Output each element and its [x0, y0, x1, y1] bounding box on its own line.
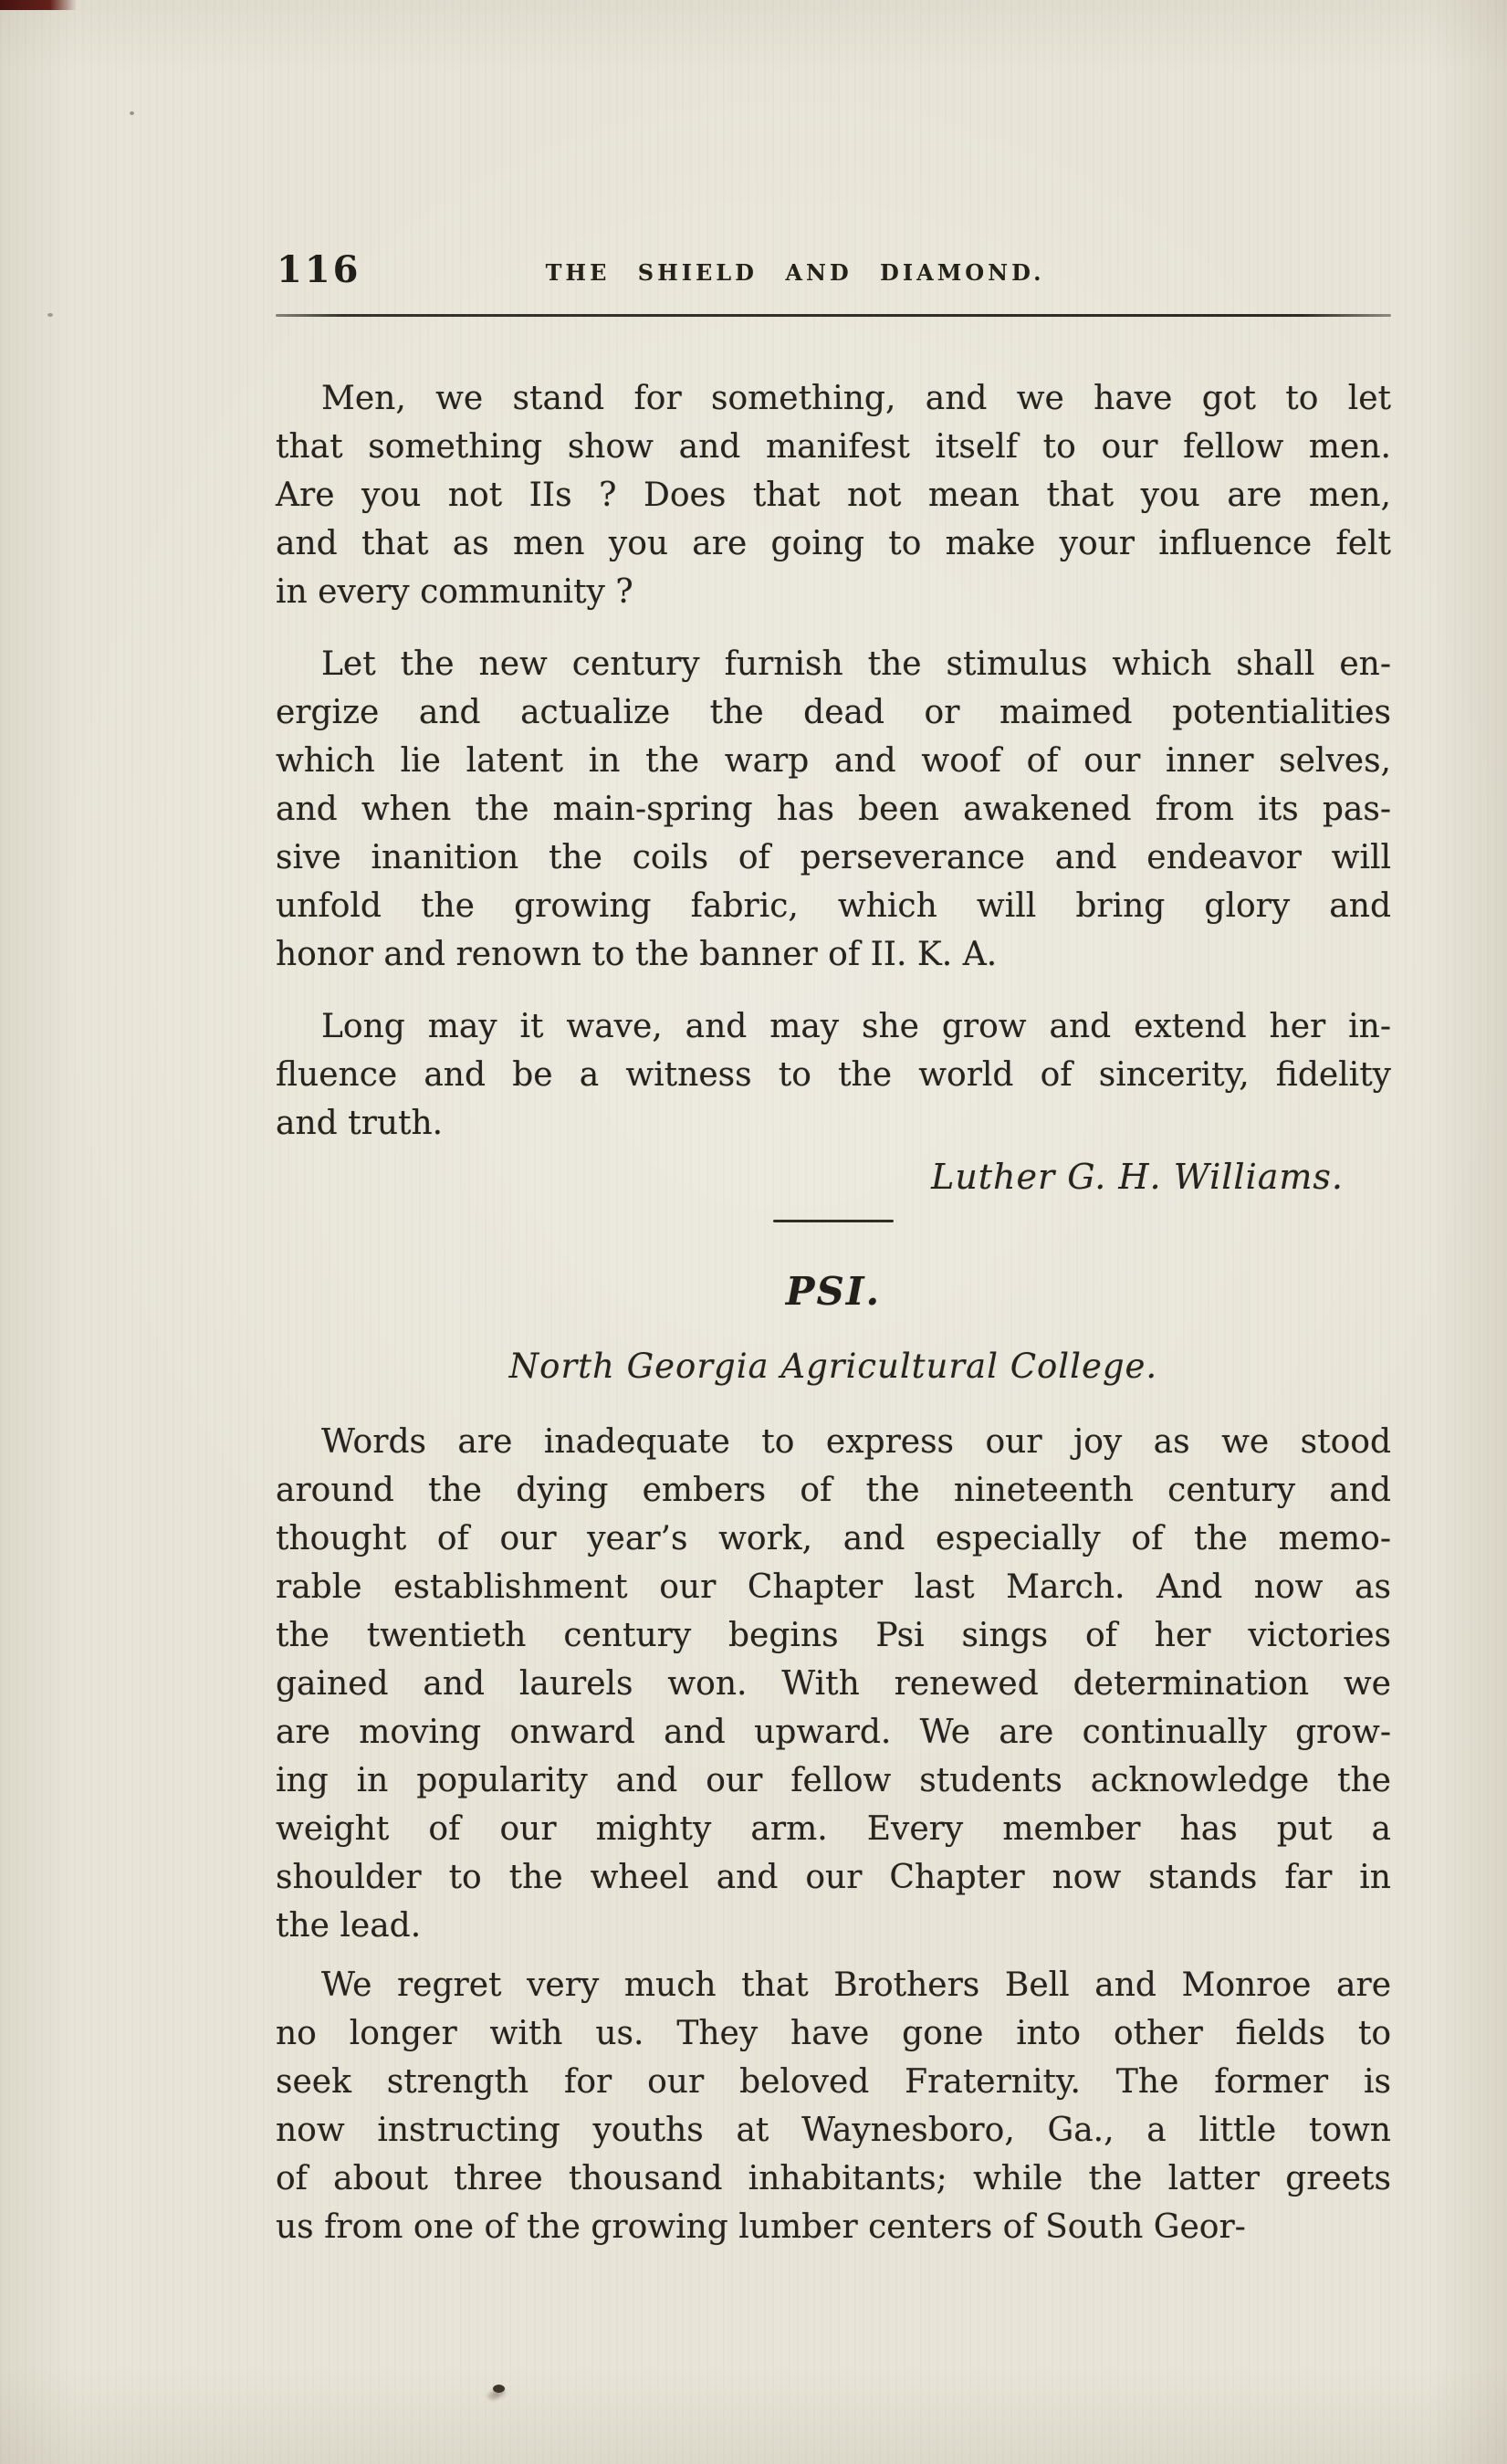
section-subheading: North Georgia Agricultural College. [508, 1347, 1158, 1386]
text-line: seek strength for our beloved Fraternity. The former is [276, 2063, 1391, 2101]
text-line: sive inanition the coils of perseverance and endeavor will [276, 839, 1391, 876]
paragraph-4 [276, 1418, 1391, 1950]
text-line: unfold the growing fabric, which will bring glory and [276, 887, 1391, 925]
text-line: around the dying embers of the nineteenth century and [276, 1472, 1391, 1509]
text-line: Words are inadequate to express our joy as we stood [321, 1423, 1391, 1461]
ink-speck [493, 2385, 505, 2393]
text-line: Long may it wave, and may she grow and extend her in- [321, 1008, 1391, 1045]
text-line: Men, we stand for something, and we have got to let [321, 380, 1391, 417]
text-line: We regret very much that Brothers Bell and Monroe are [321, 1966, 1391, 2004]
text-line: the lead. [276, 1907, 422, 1945]
text-line: are moving onward and upward. We are continually grow- [276, 1714, 1391, 1751]
text-line: and when the main-spring has been awakened from its pas- [276, 791, 1391, 828]
text-line: Let the new century furnish the stimulus which shall en- [321, 645, 1391, 683]
text-line: thought of our year’s work, and especially of the memo- [276, 1520, 1391, 1557]
author-signature: Luther G. H. Williams. [931, 1157, 1344, 1197]
text-line: the twentieth century begins Psi sings of her victories [276, 1617, 1391, 1654]
text-line: now instructing youths at Waynesboro, Ga., a little town [276, 2112, 1391, 2149]
paragraph-5 [276, 1961, 1391, 2251]
text-line: in every community ? [276, 573, 633, 611]
text-line: ing in popularity and our fellow students acknowledge the [276, 1762, 1391, 1799]
text-line: honor and renown to the banner of II. K. A. [276, 936, 998, 973]
text-line: and that as men you are going to make your influence felt [276, 525, 1391, 562]
text-line: fluence and be a witness to the world of sincerity, fidelity [276, 1056, 1391, 1094]
paper-fleck [130, 111, 134, 115]
text-line: gained and laurels won. With renewed determination we [276, 1665, 1391, 1703]
text-line: no longer with us. They have gone into other fields to [276, 2015, 1391, 2052]
text-line: weight of our mighty arm. Every member has put a [276, 1810, 1391, 1848]
text-line: Are you not IIs ? Does that not mean that you are men, [276, 477, 1391, 514]
paragraph-2 [276, 640, 1391, 979]
paragraph-3 [276, 1002, 1391, 1148]
page-number: 116 [277, 248, 361, 291]
text-line: of about three thousand inhabitants; while the latter greets [276, 2160, 1391, 2197]
book-cover-edge [0, 0, 77, 10]
paragraph-1 [276, 374, 1391, 616]
text-line: ergize and actualize the dead or maimed potentialities [276, 694, 1391, 731]
text-column [276, 374, 1391, 2251]
text-line: rable establishment our Chapter last March. And now as [276, 1568, 1391, 1606]
section-divider [773, 1220, 894, 1222]
text-line: us from one of the growing lumber centers of South Geor- [276, 2208, 1246, 2246]
text-line: shoulder to the wheel and our Chapter now stands far in [276, 1859, 1391, 1896]
running-title: THE SHIELD AND DIAMOND. [545, 259, 1045, 286]
paper-fleck [47, 313, 53, 317]
text-line: that something show and manifest itself to our fellow men. [276, 428, 1391, 466]
text-line: which lie latent in the warp and woof of our inner selves, [276, 742, 1391, 780]
text-line: and truth. [276, 1105, 444, 1142]
header-rule [276, 314, 1391, 317]
section-heading: PSI. [785, 1269, 882, 1314]
